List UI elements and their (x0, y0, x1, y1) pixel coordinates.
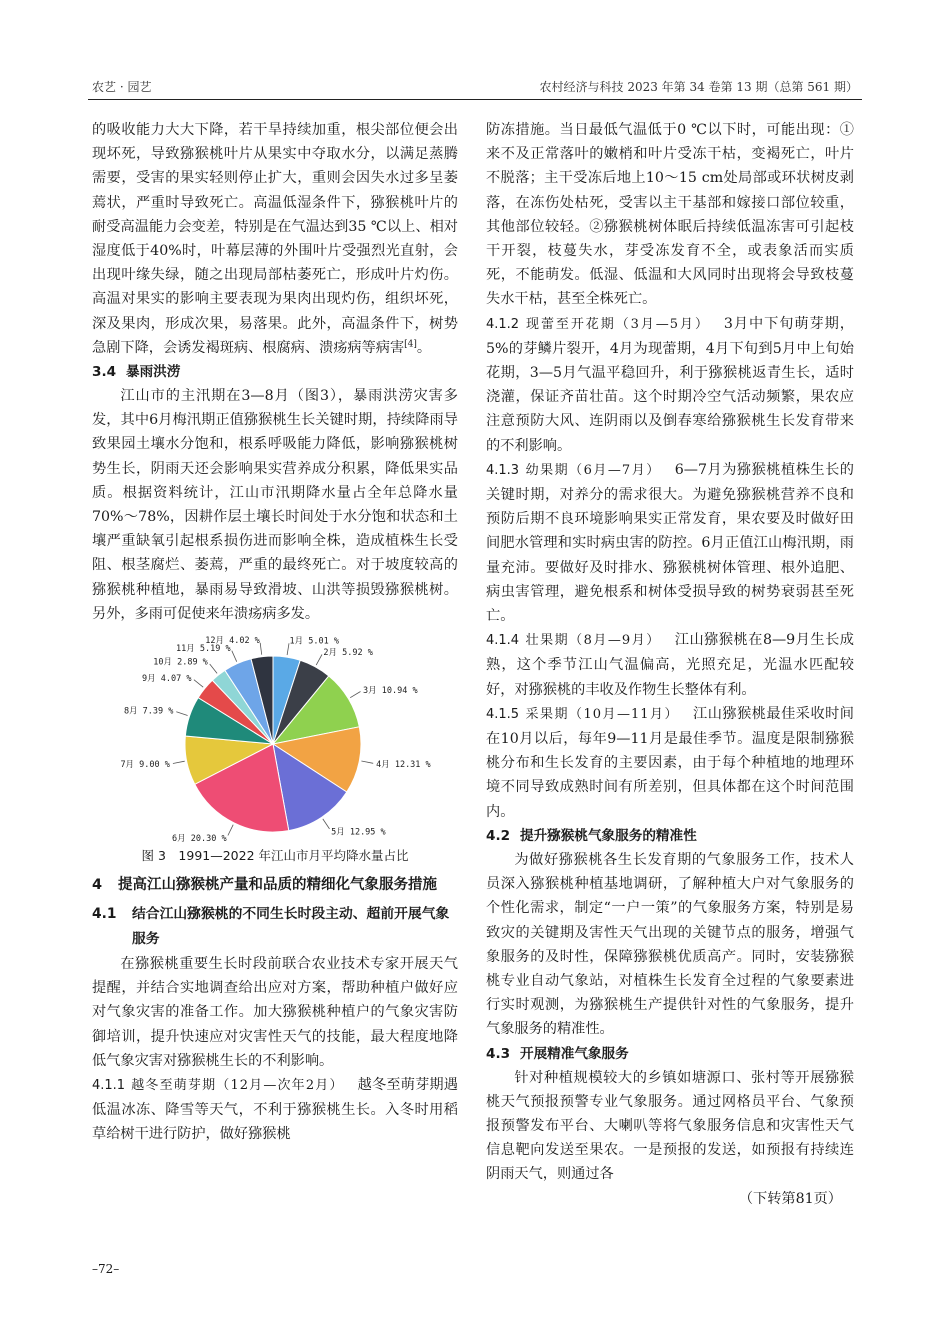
pie-label-9: 9月 4.07 % (142, 673, 192, 684)
leader-line-10 (210, 664, 217, 673)
paragraph: 防冻措施。当日最低气温低于0 ℃以下时，可能出现：①来不及正常落叶的嫩梢和叶片受冻干枯，变褐死亡，叶片不脱落；主干受冻后地上10～15 cm处局部或环状树皮剥落，在冻伤处枯死，受害以主干基部和嫁接口部位较重，其他部位较轻。②猕猴桃树体眠后持续低温冻害可引起枝干开裂，枝蔓失水，芽受冻发育不全，或表象活而实质死，不能萌发。低湿、低温和大风同时出现将会导致枝蔓失水干枯，甚至全株死亡。 (486, 122, 854, 308)
pie-label-6: 6月 20.30 % (172, 834, 227, 845)
leader-line-6 (228, 825, 233, 836)
leader-line-4 (361, 761, 373, 763)
paragraph: 的吸收能力大大下降，若干旱持续加重，根尖部位便会出现坏死，导致猕猴桃叶片从果实中夺取水分，以满足蒸腾需要，受害的果实轻则停止扩大，重则会因失水过多呈萎蔫状，严重时导致死亡。高温低湿条件下，猕猴桃叶片的耐受高温能力会变差，特别是在气温达到35 ℃以上、相对湿度低于40%时，叶幕层薄的外围叶片受强烈光直射，会出现叶缘失绿，随之出现局部枯萎死亡，形成叶片灼伤。高温对果实的影响主要表现为果肉出现灼伤，组织坏死，深及果肉，形成次果，易落果。此外，高温条件下，树势急剧下降，会诱发褐斑病、根腐病、溃疡病等病害[4]。 (92, 122, 458, 356)
leader-line-3 (350, 692, 360, 698)
pie-label-8: 8月 7.39 % (123, 706, 174, 717)
paragraph: 为做好猕猴桃各生长发育期的气象服务工作，技术人员深入猕猴桃种植基地调研，了解种植大户对气象服务的个性化需求，制定“一户一策”的气象服务方案，特别是易致灾的关键期及害性天气出现的关键节点的服务，增强气象服务的及时性，保障猕猴桃优质高产。同时，安装猕猴桃专业自动气象站，对植株生长发育全过程的气象要素进行实时观测，为猕猴桃生产提供针对性的气象服务，提升气象服务的精准性。 (486, 851, 854, 1038)
left-column (92, 118, 458, 1147)
pie-label-2: 2月 5.92 % (323, 647, 373, 658)
figure-caption: 图 3 1991—2022 年江山市月平均降水量占比 (141, 848, 409, 864)
section-heading-4: 4 提高江山猕猴桃产量和品质的精细化气象服务措施 (92, 877, 437, 894)
section-heading-4-1: 4.1 结合江山猕猴桃的不同生长时段主动、超前开展气象服务 (92, 906, 450, 948)
section-heading-4-2: 4.2 提升猕猴桃气象服务的精准性 (486, 827, 697, 844)
page-header (92, 78, 858, 98)
paragraph: 针对种植规模较大的乡镇如塘源口、张村等开展猕猴桃天气预报预警专业气象服务。通过网格员平台、气象预报预警发布平台、大喇叭等将气象服务信息和灾害性天气信息靶向发送至果农。一是预报的发送，如预报有持续连阴雨天气，则通过各 (486, 1069, 854, 1183)
pie-label-10: 10月 2.89 % (153, 657, 208, 668)
page-number: –72– (92, 1262, 120, 1276)
section-heading-3-4: 3.4 暴雨洪涝 (92, 364, 181, 381)
leader-line-9 (194, 680, 203, 688)
pie-label-1: 1月 5.01 % (289, 636, 339, 647)
section-heading-4-3: 4.3 开展精准气象服务 (486, 1045, 629, 1062)
continued-note[interactable]: （下转第81页） (738, 1190, 842, 1207)
leader-line-5 (323, 819, 330, 829)
subsection-paragraph-4-1-3: 4.1.3 幼果期（6月—7月） 6—7月为猕猴桃植株生长的关键时期，对养分的需求很大。为避免猕猴桃营养不良和预防后期不良环境影响果实正常发育，果农要及时做好田间肥水管理和实时病虫害的防控。6月正值江山梅汛期，雨量充沛。要做好及时排水、猕猴桃树体管理、根外追肥、病虫害管理，避免根系和树体受损导致的树势衰弱甚至死亡。 (486, 461, 854, 625)
figure-3 (92, 632, 458, 844)
pie-label-11: 11月 5.19 % (176, 643, 231, 654)
subsection-paragraph-4-1-2: 4.1.2 现蕾至开花期（3月—5月） 3月中下旬萌芽期，5%的芽鳞片裂开，4月为现蕾期，4月下旬到5月中上旬始花期，3—5月气温平稳回升，利于猕猴桃返青生长，适时浇灌，保证齐苗壮苗。这个时期冷空气活动频繁，果农应注意预防大风、连阴雨以及倒春寒给猕猴桃生长发育带来的不利影响。 (486, 315, 854, 454)
paragraph: 江山市的主汛期在3—8月（图3），暴雨洪涝灾害多发，其中6月梅汛期正值猕猴桃生长关键时期，持续降雨导致果园土壤水分饱和，根系呼吸能力降低，影响猕猴桃树势生长，阴雨天还会影响果实营养成分积累，降低果实品质。根据资料统计，江山市汛期降水量占全年总降水量70%～78%，因耕作层土壤长时间处于水分饱和状态和土壤严重缺氧引起根系损伤进而影响全株，造成植株生长受阻、根茎腐烂、萎蔫，严重的最终死亡。对于坡度较高的猕猴桃种植地，暴雨易导致滑坡、山洪等损毁猕猴桃树。另外，多雨可促使来年溃疡病多发。 (92, 388, 458, 622)
header-journal-info: 农村经济与科技 2023 年第 34 卷第 13 期（总第 561 期） (539, 80, 858, 94)
subsection-title: 壮果期（8月—9月） (525, 633, 661, 649)
leader-line-11 (232, 651, 237, 662)
leader-line-8 (176, 712, 187, 716)
leader-line-2 (316, 655, 322, 666)
pie-label-5: 5月 12.95 % (331, 827, 386, 838)
right-column (486, 118, 854, 1211)
pie-chart (92, 632, 458, 844)
leader-line-12 (260, 643, 262, 655)
subsection-paragraph-4-1-1: 4.1.1 越冬至萌芽期（12月—次年2月） 越冬至萌芽期遇低温冰冻、降雪等天气，不利于猕猴桃生长。入冬时用稻草给树干进行防护，做好猕猴桃 (92, 1077, 458, 1143)
pie-label-12: 12月 4.02 % (205, 635, 260, 646)
header-section-label: 农艺 · 园艺 (92, 80, 152, 94)
leader-line-7 (173, 761, 185, 763)
subsection-paragraph-4-1-5: 4.1.5 采果期（10月—11月） 江山猕猴桃最佳采收时间在10月以后，每年9—11月是最佳季节。温度是限制猕猴桃分布和生长发育的主要因素，由于每个种植地的地理环境不同导致成熟时间有所差别，但具体都在这个时间范围内。 (486, 705, 854, 820)
paragraph: 在猕猴桃重要生长时段前联合农业技术专家开展天气提醒，并结合实地调查给出应对方案，帮助种植户做好应对气象灾害的准备工作。加大猕猴桃种植户的气象灾害防御培训，提升快速应对灾害性天气的技能，最大程度地降低气象灾害对猕猴桃生长的不利影响。 (92, 956, 458, 1069)
pie-label-7: 7月 9.00 % (120, 760, 170, 771)
subsection-title: 越冬至萌芽期（12月—次年2月） (131, 1078, 344, 1094)
subsection-title: 采果期（10月—11月） (525, 706, 680, 722)
pie-label-4: 4月 12.31 % (376, 759, 431, 770)
citation-ref[interactable]: [4] (404, 339, 417, 350)
subsection-title: 现蕾至开花期（3月—5月） (525, 316, 710, 332)
header-divider (88, 99, 862, 100)
pie-label-3: 3月 10.94 % (363, 686, 418, 697)
subsection-title: 幼果期（6月—7月） (525, 462, 661, 478)
subsection-paragraph-4-1-4: 4.1.4 壮果期（8月—9月） 江山猕猴桃在8—9月生长成熟，这个季节江山气温偏高，光照充足，光温水匹配较好，对猕猴桃的丰收及作物生长整体有利。 (486, 632, 854, 698)
